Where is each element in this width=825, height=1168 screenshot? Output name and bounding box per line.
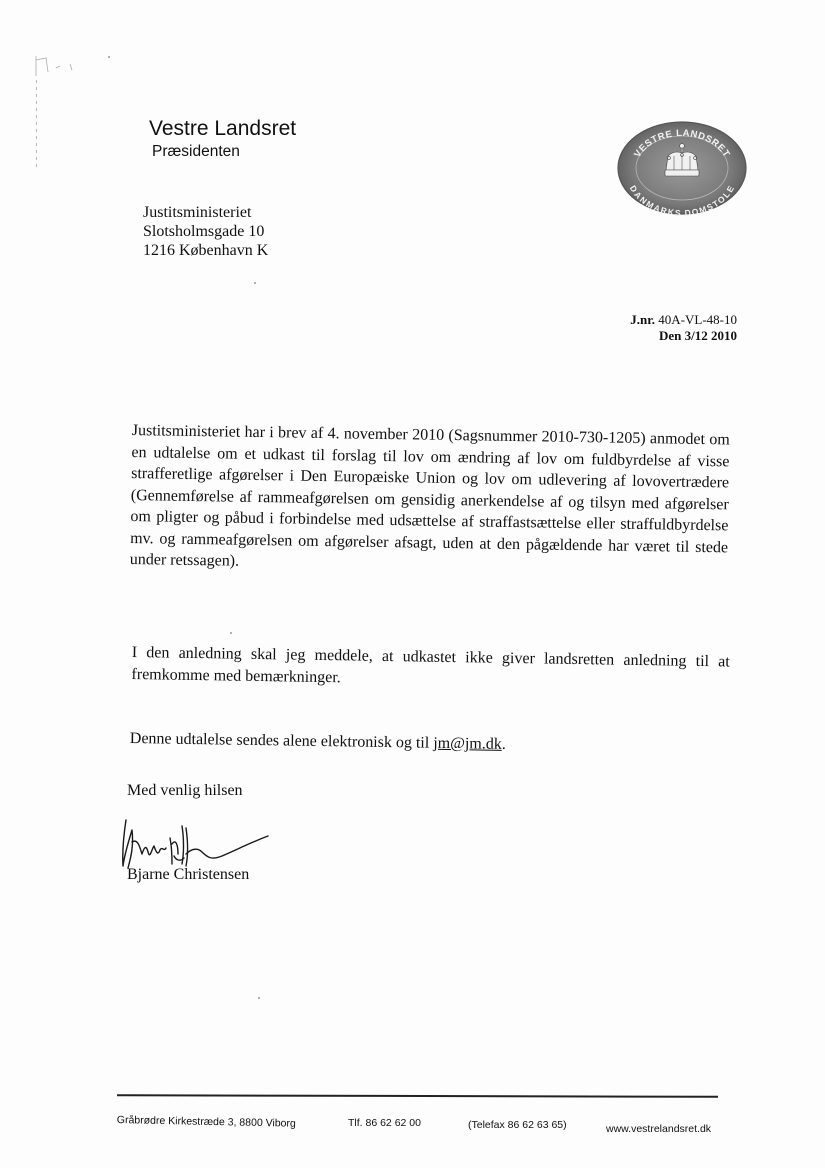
footer-phone: Tlf. 86 62 62 00 (348, 1117, 421, 1129)
court-name: Vestre Landsret (149, 117, 297, 140)
paragraph-3-text: Denne udtalelse sendes alene elektronisk og til (129, 729, 434, 752)
closing-greeting: Med venlig hilsen (127, 782, 243, 799)
recipient-name: Justitsministeriet (143, 204, 252, 221)
scan-mark-icon (30, 50, 90, 80)
journal-number-value: 40A-VL-48-10 (658, 312, 737, 327)
recipient-street: Slotsholmsgade 10 (143, 223, 265, 240)
paragraph-3-end: . (501, 735, 506, 753)
scan-speck (108, 56, 110, 58)
reference-block (630, 312, 737, 344)
footer-divider (117, 1094, 718, 1097)
signer-name: Bjarne Christensen (127, 866, 250, 883)
footer-address: Gråbrødre Kirkestræde 3, 8800 Viborg (116, 1113, 296, 1130)
journal-number-label: J.nr. (630, 312, 656, 327)
crown-seal-icon (614, 118, 750, 218)
email-link[interactable]: jm@jm.dk (433, 734, 502, 753)
letter-date: Den 3/12 2010 (659, 328, 737, 343)
svg-text:VESTRE LANDSRET: VESTRE LANDSRET (632, 127, 732, 160)
body-paragraph-1: Justitsministeriet har i brev af 4. november 2010 (Sagsnummer 2010-730-1205) anmodet om en udtalelse om et udkast til forslag til lov om ændring af lov om fuldbyrdelse af visse strafferetlige afgørelser i Den Europæiske Union og lov om udlevering af lovovertrædere (Gennemførelse af rammeafgørelsen om gensidig anerkendelse af og tilsyn med afgørelser om pligter og påbud i forbindelse med udsættelse af straffastsættelse eller straffuldbyrdelse mv. og rammeafgørelsen om afgørelser afsagt, uden at den pågældende har været til stede under retssagen). (129, 421, 730, 570)
letterhead (149, 116, 296, 162)
scan-speck (230, 632, 232, 634)
recipient-city: 1216 København K (143, 242, 269, 259)
body-paragraph-3 (130, 728, 728, 759)
office-title: Præsidenten (152, 143, 240, 160)
scan-edge-line (36, 80, 37, 170)
svg-text:DANMARKS DOMSTOLE: DANMARKS DOMSTOLE (627, 183, 737, 218)
footer-fax: (Telefax 86 62 63 65) (468, 1119, 567, 1131)
footer-website[interactable]: www.vestrelandsret.dk (606, 1123, 712, 1135)
body-paragraph-2: I den anledning skal jeg meddele, at udkastet ikke giver landsretten anledning til at fremkomme med bemærkninger. (131, 643, 730, 686)
recipient-address (143, 203, 268, 260)
scan-speck (254, 282, 256, 284)
scan-speck (258, 997, 260, 999)
journal-number (630, 312, 737, 328)
